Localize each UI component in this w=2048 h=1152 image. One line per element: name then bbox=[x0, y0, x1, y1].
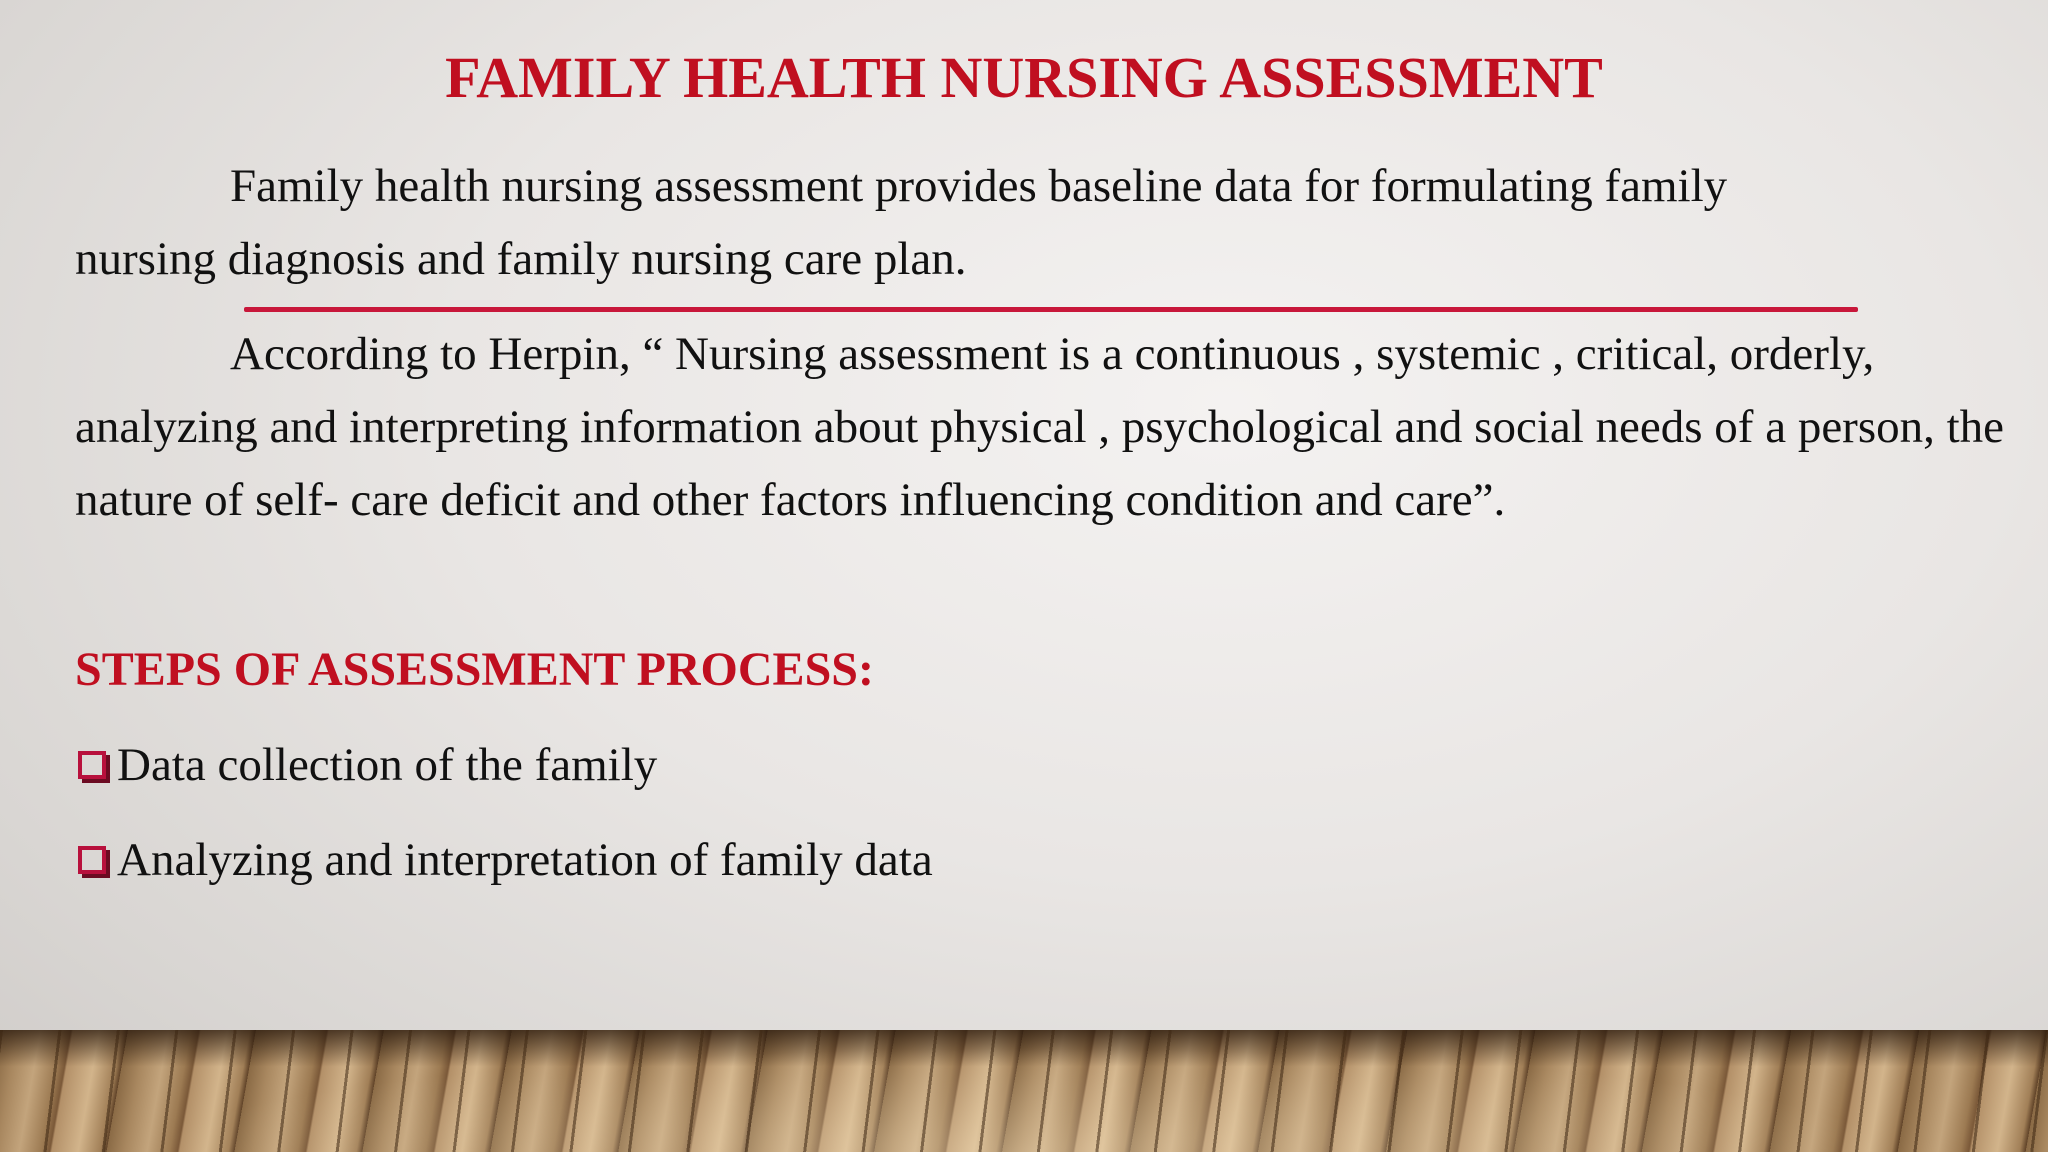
divider-line bbox=[244, 307, 1858, 312]
quote-paragraph: According to Herpin, “ Nursing assessment is a continuous , systemic , critical, orderly, analyzing and interpreting information about physical , psychological and social needs of a person, the nature of self- care deficit and other factors influencing condition and care”. bbox=[75, 328, 2005, 526]
list-item bbox=[78, 828, 933, 892]
slide-title: FAMILY HEALTH NURSING ASSESSMENT bbox=[445, 45, 1603, 110]
wooden-floor bbox=[0, 1030, 2048, 1152]
steps-heading: STEPS OF ASSESSMENT PROCESS: bbox=[75, 643, 874, 696]
definition-paragraph: Family health nursing assessment provides baseline data for formulating family nursing diagnosis and family nursing care plan. bbox=[75, 160, 1728, 285]
square-bullet-icon bbox=[78, 751, 106, 779]
list-item-text: Analyzing and interpretation of family data bbox=[117, 834, 933, 886]
list-item-text: Data collection of the family bbox=[117, 739, 658, 791]
list-item bbox=[78, 733, 657, 797]
square-bullet-icon bbox=[78, 846, 106, 874]
